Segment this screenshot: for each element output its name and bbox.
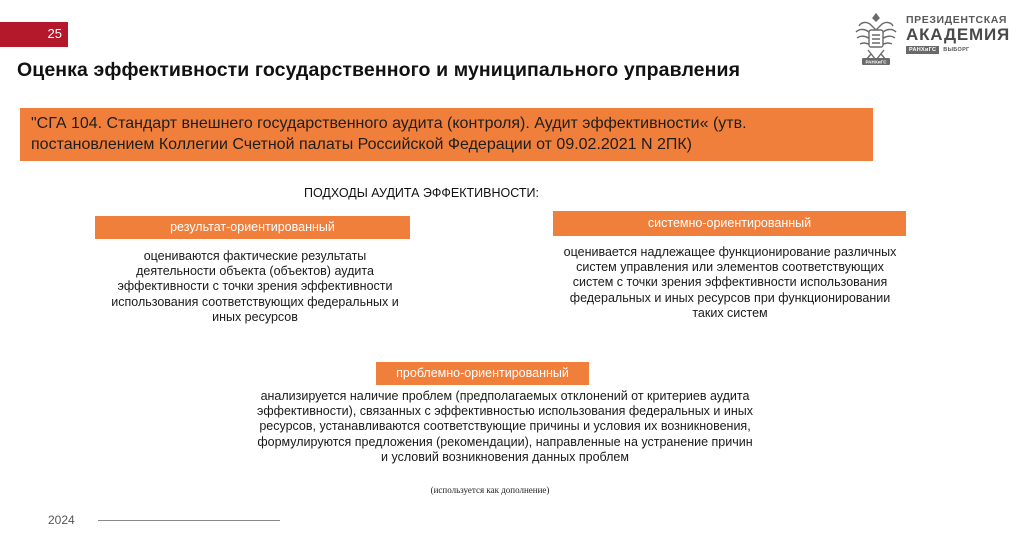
system-oriented-label: системно-ориентированный	[553, 211, 906, 236]
footer-divider	[98, 520, 280, 521]
page-badge-underline	[0, 46, 68, 47]
approaches-heading: ПОДХОДЫ АУДИТА ЭФФЕКТИВНОСТИ:	[304, 186, 539, 200]
result-oriented-description: оцениваются фактические результаты деятельности объекта (объектов) аудита эффективности с точки зрения эффективности использования соответствующих федеральных и иных ресурсов	[111, 249, 399, 324]
supplement-note: (используется как дополнение)	[430, 485, 550, 495]
system-oriented-description: оценивается надлежащее функционирование различных систем управления или элементов соответствующих систем с точки зрения эффективности использования федеральных и иных ресурсов при функционировании таких систем	[563, 245, 897, 320]
page-number-badge	[0, 22, 68, 46]
logo-line-2: АКАДЕМИЯ	[906, 25, 1011, 44]
logo-subline	[906, 46, 1010, 54]
result-oriented-label: результат-ориентированный	[95, 216, 410, 239]
footer-year: 2024	[48, 513, 75, 527]
page-title: Оценка эффективности государственного и муниципального управления	[17, 59, 741, 81]
logo-place: ВЫБОРГ	[943, 47, 970, 53]
emblem-band-text: РАНХиГС	[865, 59, 887, 65]
problem-oriented-label: проблемно-ориентированный	[376, 362, 589, 385]
logo-tag: РАНХиГС	[906, 46, 939, 54]
standard-reference-box: "СГА 104. Стандарт внешнего государственного аудита (контроля). Аудит эффективности« (утв. постановлением Коллегии Счетной палаты Российской Федерации от 09.02.2021 N 2ПК)	[20, 108, 873, 161]
eagle-emblem-icon	[851, 8, 901, 70]
problem-oriented-description: анализируется наличие проблем (предполагаемых отклонений от критериев аудита эффективности), связанных с эффективностью использования федеральных и иных ресурсов, устанавливаются соответствующие причины и условия их возникновения, формулируются предложения (рекомендации), направленные на устранение причин и условий возникновения данных проблем	[257, 389, 753, 464]
logo-line-1: ПРЕЗИДЕНТСКАЯ	[906, 14, 1008, 26]
academy-logo	[851, 8, 1011, 70]
logo-wordmark	[906, 14, 1010, 54]
page-number: 25	[47, 26, 62, 41]
